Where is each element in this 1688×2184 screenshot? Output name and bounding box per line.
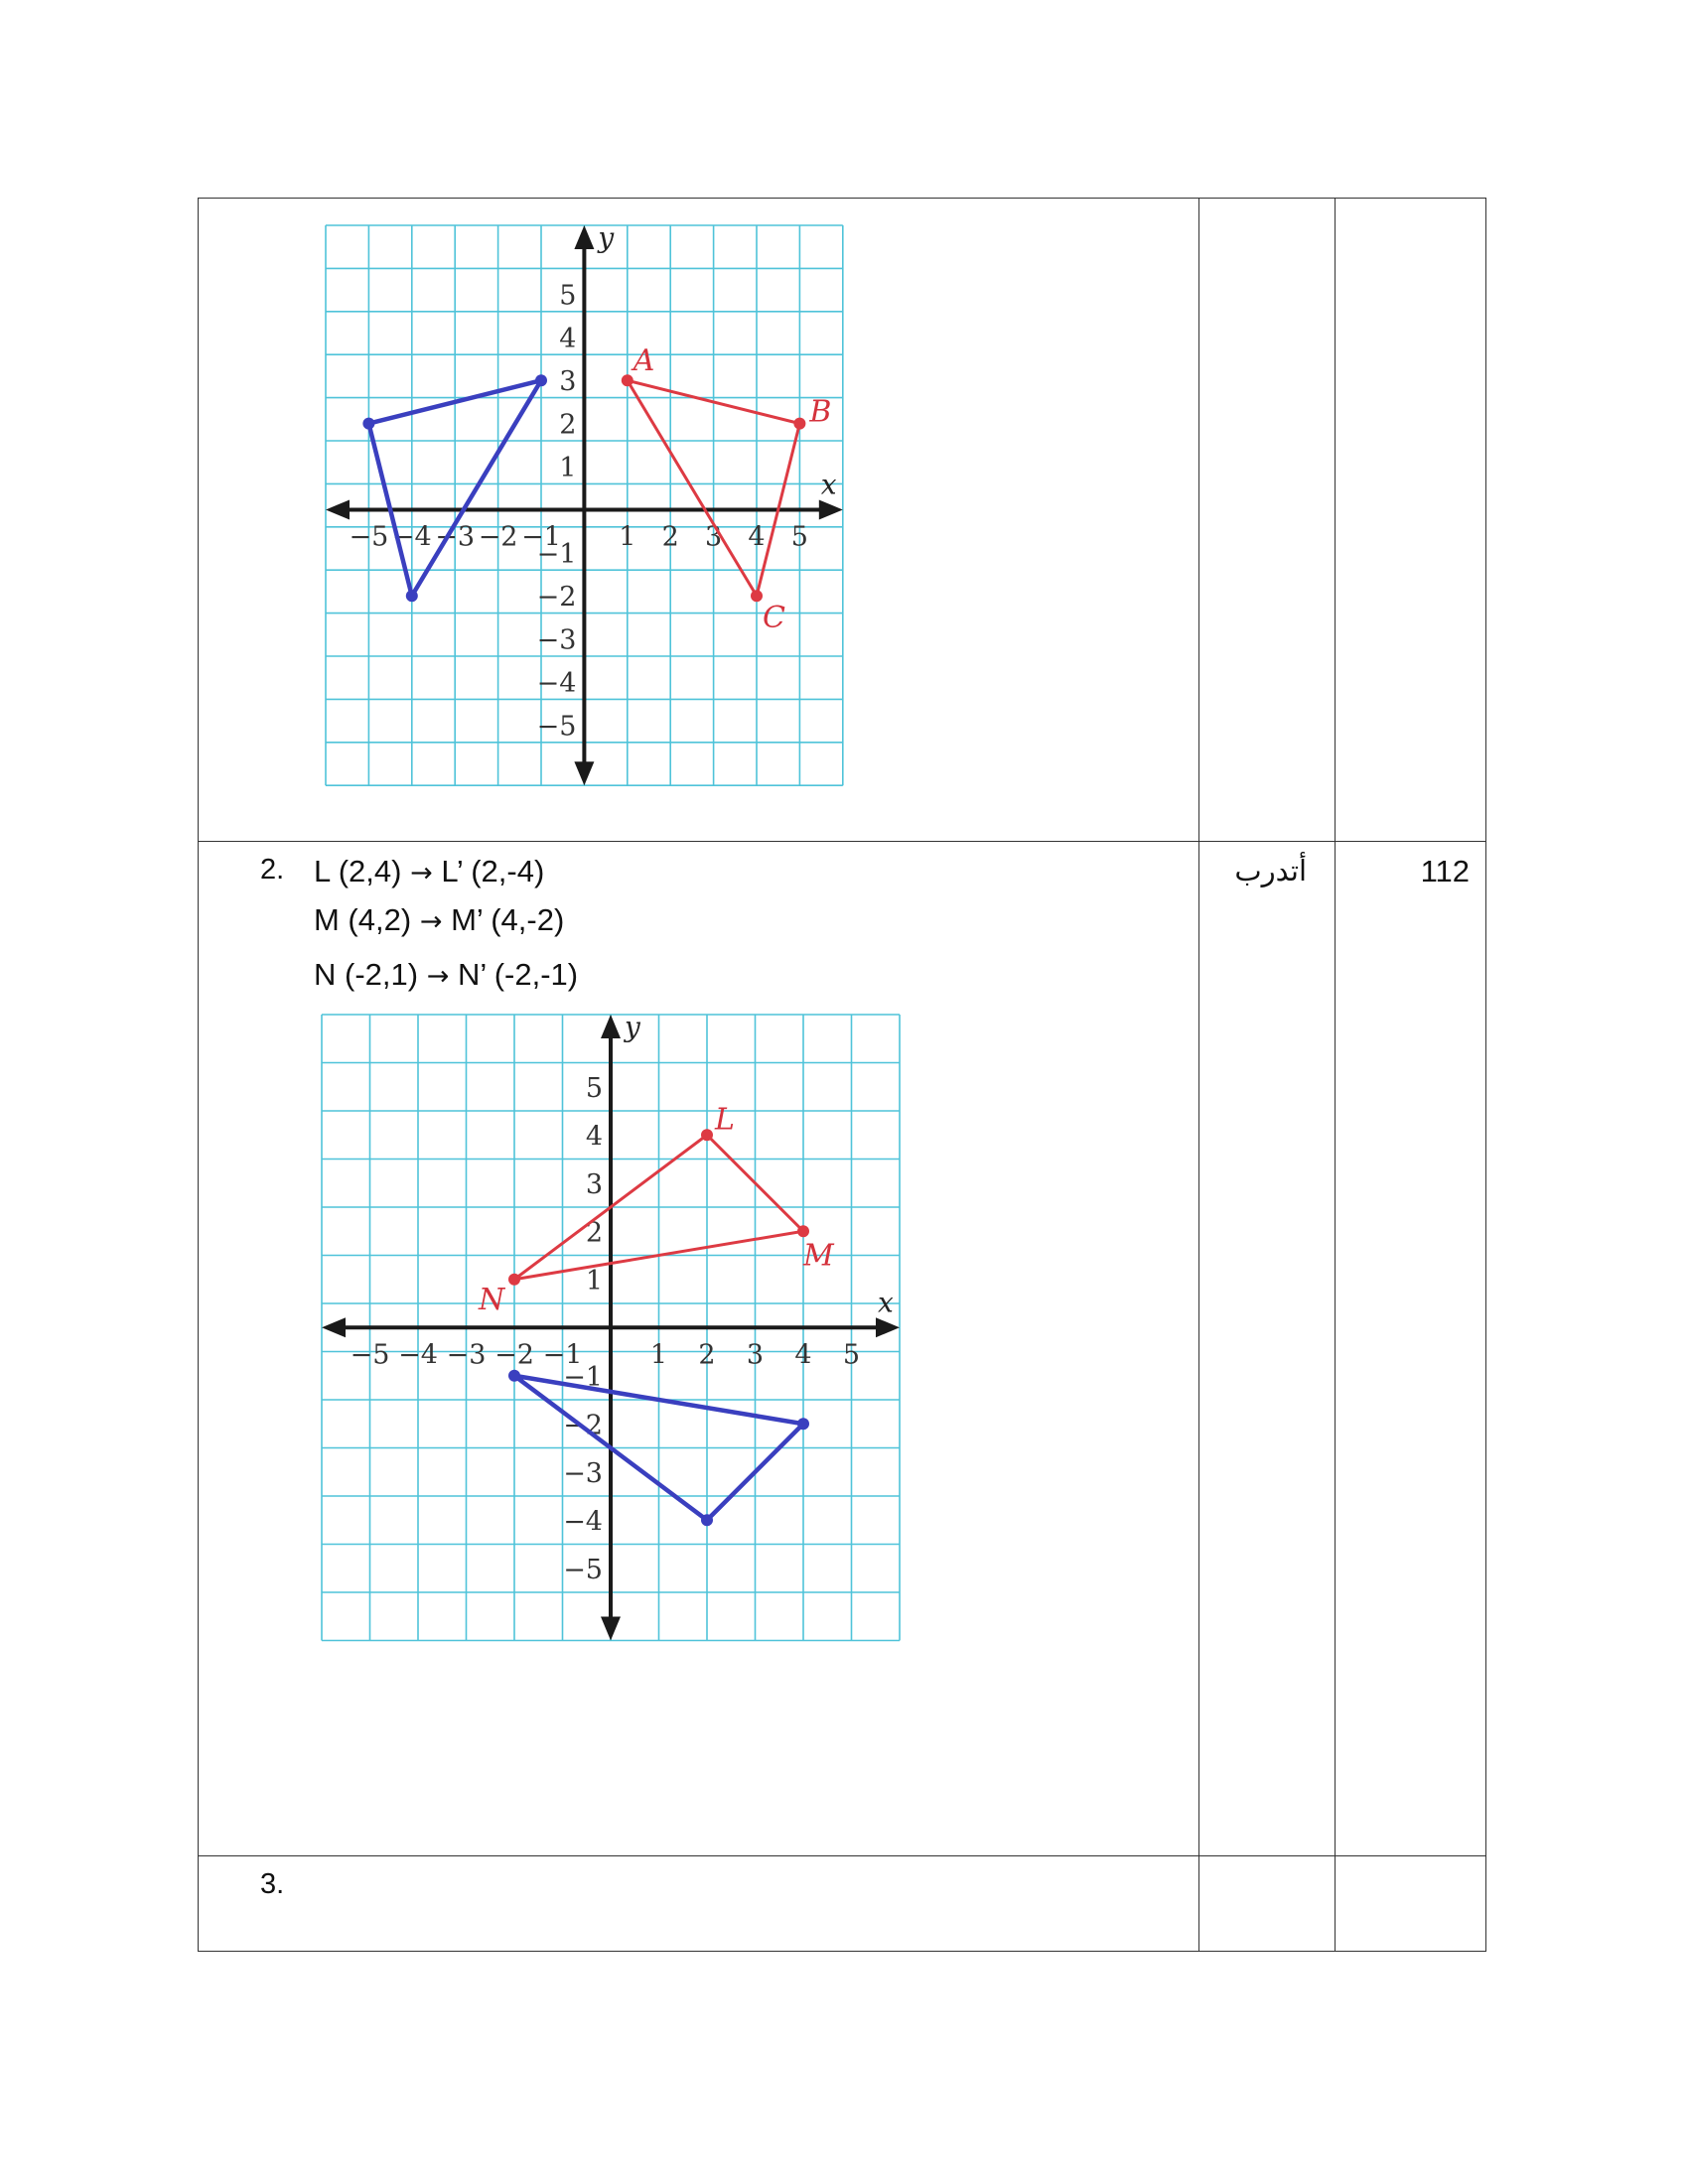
question-number: 2. xyxy=(260,854,285,886)
y-tick-label: 3 xyxy=(559,366,577,398)
x-tick-label: −4 xyxy=(391,521,432,553)
image-vertex xyxy=(701,1514,713,1526)
x-axis-label: x xyxy=(820,468,837,501)
vertex-label: N xyxy=(479,1282,505,1317)
coordinate-graph-1 xyxy=(326,221,852,798)
y-tick-label: 2 xyxy=(559,409,577,441)
vertex-label: B xyxy=(809,394,832,430)
original-vertex xyxy=(701,1129,713,1141)
x-tick-label: −3 xyxy=(446,1339,487,1371)
mapping-to: M’ (4,-2) xyxy=(451,902,565,937)
content-cell xyxy=(199,199,1199,842)
page-cell xyxy=(1336,1856,1486,1952)
content-cell xyxy=(199,842,1199,1856)
x-tick-label: −5 xyxy=(350,1339,390,1371)
image-vertex xyxy=(508,1370,520,1382)
y-arrow-up xyxy=(601,1015,621,1038)
x-tick-label: 4 xyxy=(748,521,766,553)
y-tick-label: 5 xyxy=(559,280,577,312)
x-tick-label: 3 xyxy=(746,1339,765,1371)
x-arrow-right xyxy=(876,1317,900,1337)
original-vertex xyxy=(751,590,763,602)
x-tick-label: −4 xyxy=(398,1339,438,1371)
vertex-label: L xyxy=(715,1102,735,1138)
x-tick-label: −5 xyxy=(349,521,389,553)
x-tick-label: 3 xyxy=(705,521,723,553)
y-tick-label: 1 xyxy=(559,453,577,484)
x-tick-label: −1 xyxy=(542,1339,583,1371)
y-arrow-up xyxy=(574,225,594,249)
x-tick-label: −1 xyxy=(521,521,561,553)
y-tick-label: 4 xyxy=(585,1121,603,1153)
vertex-label: M xyxy=(803,1238,834,1274)
x-tick-label: 4 xyxy=(794,1339,812,1371)
vertex-label: C xyxy=(763,601,785,636)
y-tick-label: −4 xyxy=(536,668,577,700)
label-cell: أتدرب xyxy=(1199,842,1336,1856)
y-tick-label: −1 xyxy=(536,538,577,570)
label-cell xyxy=(1199,199,1336,842)
x-tick-label: −2 xyxy=(494,1339,534,1371)
y-tick-label: 3 xyxy=(585,1168,603,1200)
original-vertex xyxy=(793,418,805,430)
mapping-from: L (2,4) xyxy=(314,854,402,888)
table-row xyxy=(199,199,1486,842)
y-tick-label: 4 xyxy=(559,323,577,354)
y-tick-label: 5 xyxy=(585,1072,603,1104)
x-tick-label: 2 xyxy=(698,1339,716,1371)
y-tick-label: −1 xyxy=(563,1361,603,1393)
x-axis-label: x xyxy=(878,1286,894,1319)
question-number: 3. xyxy=(260,1868,285,1900)
x-tick-label: 1 xyxy=(649,1339,668,1371)
label-cell xyxy=(1199,1856,1336,1952)
mapping-line xyxy=(314,854,544,889)
x-arrow-left xyxy=(322,1317,346,1337)
arrow-icon: → xyxy=(426,961,450,992)
mapping-line xyxy=(314,957,578,993)
table-row xyxy=(199,1856,1486,1952)
worksheet-table xyxy=(198,198,1486,1952)
y-tick-label: −3 xyxy=(563,1457,603,1489)
mapping-to: L’ (2,-4) xyxy=(441,854,545,888)
mapping-from: M (4,2) xyxy=(314,902,412,937)
page-cell: 112 xyxy=(1336,842,1486,1856)
x-tick-label: −2 xyxy=(478,521,518,553)
arrow-icon: → xyxy=(419,906,443,937)
x-tick-label: 5 xyxy=(842,1339,861,1371)
arrow-icon: → xyxy=(410,858,433,888)
coordinate-graph-2 xyxy=(322,1011,904,1650)
vertex-label: A xyxy=(633,343,655,379)
content-cell xyxy=(199,1856,1199,1952)
x-arrow-left xyxy=(326,499,350,519)
mapping-to: N’ (-2,-1) xyxy=(457,957,579,992)
table-row xyxy=(199,842,1486,1856)
x-arrow-right xyxy=(819,499,843,519)
mapping-line xyxy=(314,902,564,938)
image-vertex xyxy=(797,1418,809,1430)
y-tick-label: 1 xyxy=(585,1265,603,1297)
y-tick-label: −4 xyxy=(563,1506,603,1538)
y-tick-label: −2 xyxy=(536,582,577,614)
x-tick-label: −3 xyxy=(435,521,476,553)
y-tick-label: −3 xyxy=(536,624,577,656)
image-vertex xyxy=(535,374,547,386)
y-arrow-down xyxy=(574,761,594,785)
original-vertex xyxy=(622,374,633,386)
y-axis-label: y xyxy=(598,221,615,254)
y-tick-label: −2 xyxy=(563,1410,603,1441)
mapping-from: N (-2,1) xyxy=(314,957,419,992)
y-tick-label: −5 xyxy=(563,1554,603,1585)
y-tick-label: 2 xyxy=(585,1217,603,1249)
x-tick-label: 5 xyxy=(790,521,808,553)
x-tick-label: 1 xyxy=(619,521,636,553)
original-vertex xyxy=(508,1274,520,1286)
original-vertex xyxy=(797,1225,809,1237)
x-tick-label: 2 xyxy=(661,521,679,553)
y-arrow-down xyxy=(601,1617,621,1641)
y-tick-label: −5 xyxy=(536,711,577,743)
image-vertex xyxy=(406,590,418,602)
y-axis-label: y xyxy=(625,1011,640,1043)
page-cell xyxy=(1336,199,1486,842)
image-vertex xyxy=(362,418,374,430)
